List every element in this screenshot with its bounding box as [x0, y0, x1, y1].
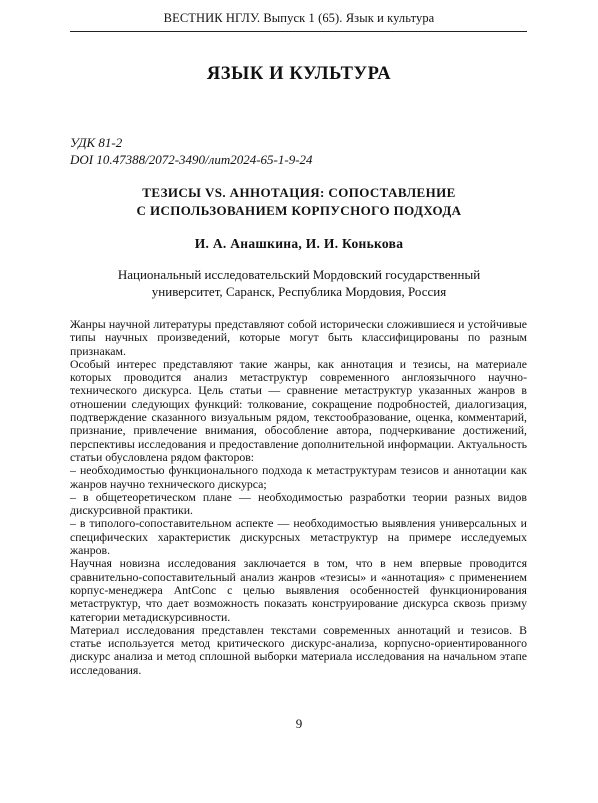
abstract-paragraph: – в типолого-сопоставительном аспекте — необходимостью выявления универсальных и специфических характеристик дискурсных метаструктур на примере исследуемых жанров. [70, 516, 527, 558]
affiliation [0, 266, 598, 300]
abstract-paragraph: – необходимостью функционального подхода к метаструктурам тезисов и аннотации как жанров научно технического дискурса; [70, 463, 527, 491]
article-title-line-1: ТЕЗИСЫ VS. АННОТАЦИЯ: СОПОСТАВЛЕНИЕ [142, 185, 456, 200]
udk-code: УДК 81-2 [70, 135, 123, 150]
abstract-paragraph: – в общетеоретическом плане — необходимостью разработки теории разных видов дискурсивной практики. [70, 489, 527, 518]
page-number: 9 [295, 716, 303, 731]
article-title [0, 184, 598, 220]
doi: DOI 10.47388/2072-3490/лит2024-65-1-9-24 [70, 152, 313, 167]
abstract [70, 318, 527, 677]
running-head: ВЕСТНИК НГЛУ. Выпуск 1 (65). Язык и культура [163, 11, 435, 25]
abstract-paragraph: Материал исследования представлен текстами современных аннотаций и тезисов. В статье используется метод критического дискурс-анализа, корпусно-ориентированного дискурс анализа и метод сплошной выборки материала исследования на начальном этапе исследования. [70, 622, 527, 677]
abstract-paragraph: Особый интерес представляют такие жанры, как аннотация и тезисы, на материале которых проводится анализ метаструктур современного англоязычного научно-технического дискурса. Цель статьи — сравнение метаструктур указанных жанров в отношении следующих функций: толкование, сокращение подробностей, диалогизация, подтверждение сказанного визуальным рядом, текстообразование, оценка, комментарий, признание, привлечение внимания, обособление автора, подчеркивание достижений, перспективы исследования и предоставление дополнительной информации. Актуальность статьи обусловлена рядом факторов: [70, 356, 527, 464]
abstract-paragraph: Жанры научной литературы представляют собой исторически сложившиеся и устойчивые типы научных произведений, которые могут быть классифицированы по разным признакам. [70, 317, 527, 358]
authors: И. А. Анашкина, И. И. Конькова [194, 236, 404, 251]
section-title: ЯЗЫК И КУЛЬТУРА [206, 64, 392, 84]
abstract-paragraph: Научная новизна исследования заключается в том, что в нем впервые проводится сравнительно-сопоставительный анализ жанров «тезисы» и «аннотация» с применением корпус-менеджера AntConc с целью выявления особенностей функционирования метаструктур, что дает возможность показать конструирование дискурса сквозь призму категории метадискурсивности. [70, 556, 527, 624]
affiliation-line-2: университет, Саранск, Республика Мордовия, Россия [151, 284, 447, 299]
header-rule [70, 31, 527, 32]
article-title-line-2: С ИСПОЛЬЗОВАНИЕМ КОРПУСНОГО ПОДХОДА [136, 203, 462, 218]
affiliation-line-1: Национальный исследовательский Мордовский государственный [117, 267, 481, 282]
